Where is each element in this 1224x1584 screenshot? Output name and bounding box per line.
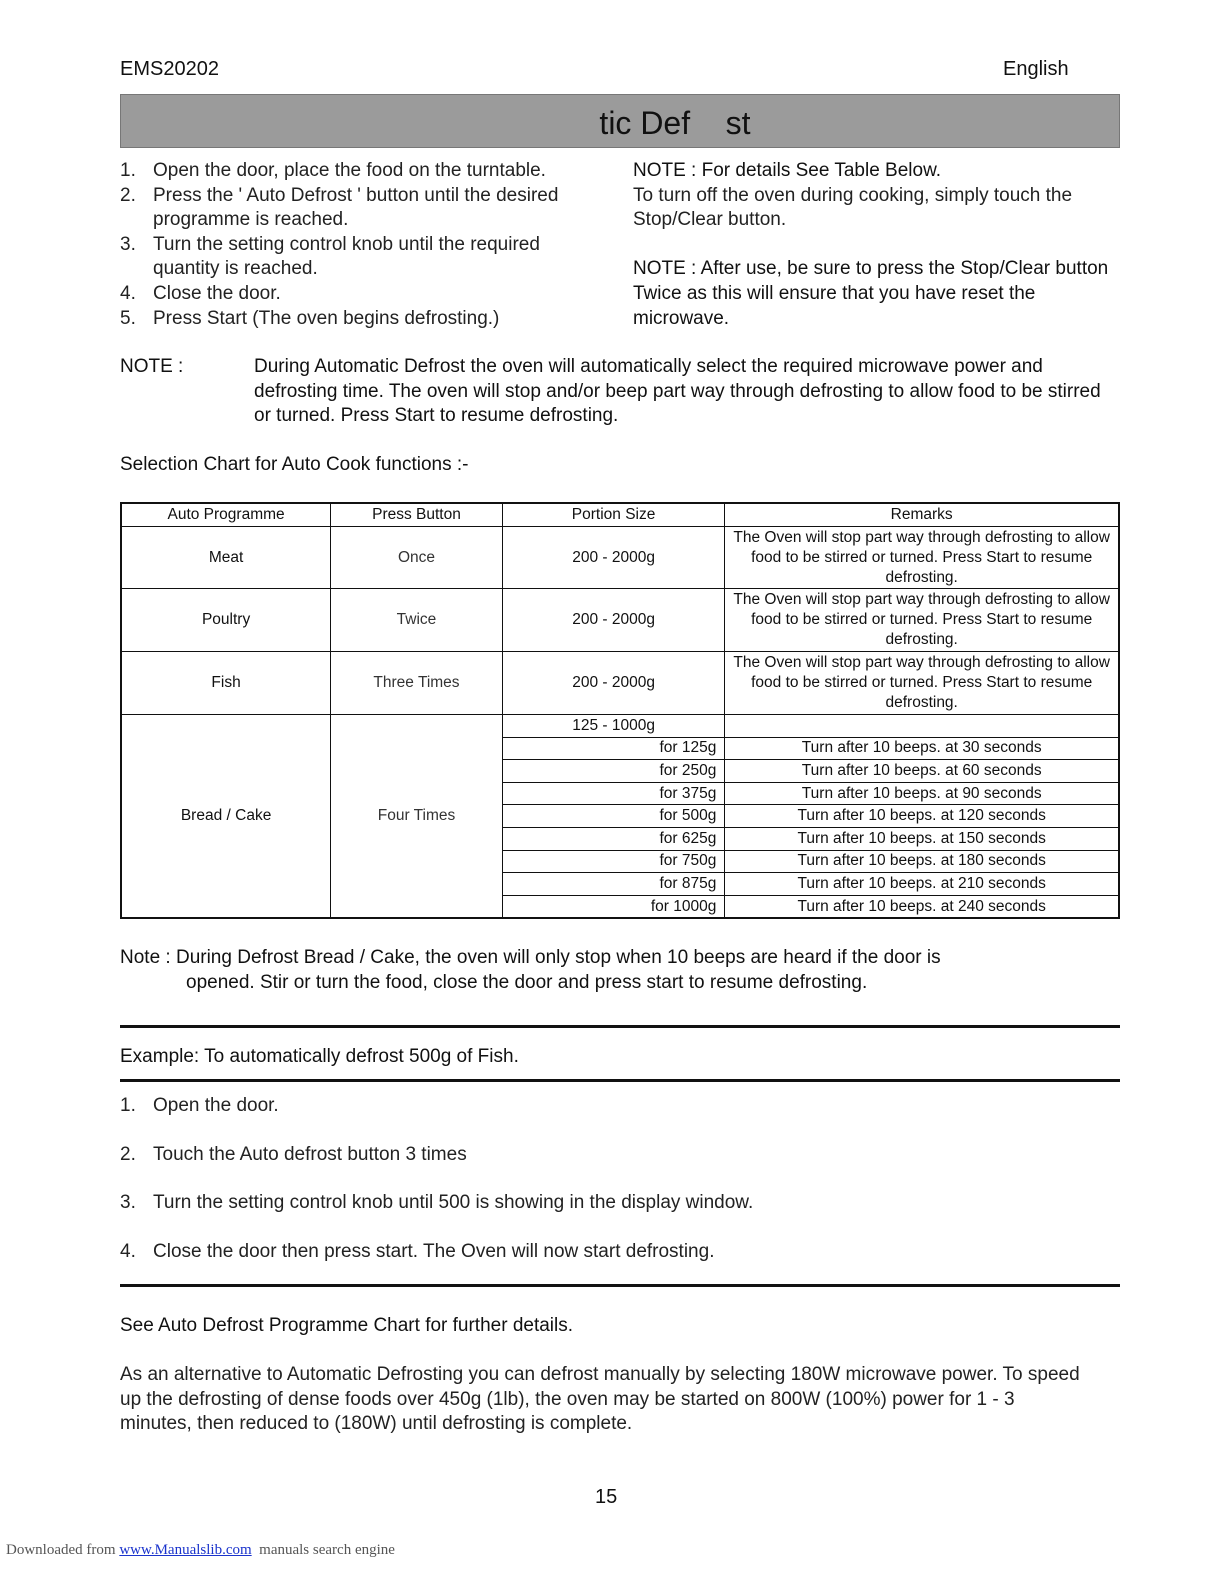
footer-prefix: Downloaded from <box>6 1542 120 1558</box>
model-number: EMS20202 <box>120 58 219 80</box>
column-header: Portion Size <box>502 503 725 527</box>
right-notes <box>633 159 1121 331</box>
list-item: 1. Open the door, place the food on the turntable. <box>120 160 546 181</box>
press-cell: Once <box>331 527 503 589</box>
download-footer <box>6 1542 395 1559</box>
portion-cell: for 875g <box>502 873 725 896</box>
press-cell: Three Times <box>331 652 503 715</box>
portion-cell: for 250g <box>502 760 725 783</box>
remarks-cell: Turn after 10 beeps. at 150 seconds <box>725 827 1119 850</box>
example-title: Example: To automatically defrost 500g of Fish. <box>120 1046 519 1067</box>
section-title: tic Def st <box>599 105 751 141</box>
divider <box>120 1025 1120 1028</box>
column-header: Auto Programme <box>121 503 331 527</box>
manualslib-link[interactable]: www.Manualslib.com <box>119 1542 252 1558</box>
programme-cell: Poultry <box>121 589 331 652</box>
portion-cell: for 375g <box>502 782 725 805</box>
portion-cell: 125 - 1000g <box>502 715 725 738</box>
list-item: 5. Press Start (The oven begins defrosting.) <box>120 307 500 329</box>
divider <box>120 1079 1120 1082</box>
list-item: 3. Turn the setting control knob until the required quantity is reached. <box>120 233 540 280</box>
bread-note-line1: Note : During Defrost Bread / Cake, the oven will only stop when 10 beeps are heard if the door is <box>120 947 941 968</box>
remarks-cell: Turn after 10 beeps. at 60 seconds <box>725 760 1119 783</box>
left-steps <box>120 159 590 331</box>
language-label: English <box>1003 58 1069 80</box>
portion-cell: 200 - 2000g <box>502 527 725 589</box>
remarks-cell <box>725 715 1119 738</box>
list-item: 4. Close the door then press start. The Oven will now start defrosting. <box>120 1240 715 1262</box>
list-item: 1. Open the door. <box>120 1095 279 1116</box>
table-row <box>121 589 1119 652</box>
bread-note-line2: opened. Stir or turn the food, close the door and press start to resume defrosting. <box>186 972 868 993</box>
note-text: During Automatic Defrost the oven will automatically select the required microwave power and defrosting time. The oven will stop and/or beep part way through defrosting to allow food to be stirred or turned. Press Start to resume defrosting. <box>254 356 1101 427</box>
list-item: 2. Press the ' Auto Defrost ' button until the desired programme is reached. <box>120 184 559 231</box>
alternative-paragraph: As an alternative to Automatic Defrosting you can defrost manually by selecting 180W microwave power. To speed up the defrosting of dense foods over 450g (1lb), the oven may be started on 800W (100%) power for 1 - 3 minutes, then reduced to (180W) until defrosting is complete. <box>120 1364 1080 1435</box>
remarks-cell: The Oven will stop part way through defrosting to allow food to be stirred or turned. Press Start to resume defrosting. <box>725 589 1119 652</box>
footer-suffix: manuals search engine <box>251 1542 395 1558</box>
note-reset: NOTE : After use, be sure to press the Stop/Clear button Twice as this will ensure that you have reset the microwave. <box>633 258 1109 329</box>
remarks-cell: The Oven will stop part way through defrosting to allow food to be stirred or turned. Press Start to resume defrosting. <box>725 652 1119 715</box>
press-cell: Four Times <box>331 715 503 919</box>
portion-cell: for 500g <box>502 805 725 828</box>
page-number: 15 <box>595 1486 618 1508</box>
auto-defrost-table <box>120 502 1120 919</box>
remarks-cell: Turn after 10 beeps. at 180 seconds <box>725 850 1119 873</box>
list-item: 4. Close the door. <box>120 282 281 304</box>
portion-cell: for 625g <box>502 827 725 850</box>
note-see-table: NOTE : For details See Table Below. <box>633 160 942 181</box>
programme-cell: Bread / Cake <box>121 715 331 919</box>
portion-cell: for 750g <box>502 850 725 873</box>
programme-cell: Meat <box>121 527 331 589</box>
note-label: NOTE : <box>120 356 184 377</box>
see-chart-note: See Auto Defrost Programme Chart for further details. <box>120 1315 574 1336</box>
example-steps <box>120 1094 1020 1264</box>
press-cell: Twice <box>331 589 503 652</box>
table-row <box>121 527 1119 589</box>
portion-cell: for 125g <box>502 737 725 760</box>
portion-cell: 200 - 2000g <box>502 589 725 652</box>
selection-chart-title: Selection Chart for Auto Cook functions :- <box>120 454 469 475</box>
table-header-row <box>121 503 1119 527</box>
column-header: Remarks <box>725 503 1119 527</box>
list-item: 2. Touch the Auto defrost button 3 times <box>120 1143 467 1165</box>
stop-instruction: To turn off the oven during cooking, simply touch the Stop/Clear button. <box>633 184 1073 231</box>
table-row <box>121 652 1119 715</box>
programme-cell: Fish <box>121 652 331 715</box>
remarks-cell: Turn after 10 beeps. at 30 seconds <box>725 737 1119 760</box>
portion-cell: 200 - 2000g <box>502 652 725 715</box>
list-item: 3. Turn the setting control knob until 500 is showing in the display window. <box>120 1192 754 1214</box>
divider <box>120 1284 1120 1287</box>
remarks-cell: The Oven will stop part way through defrosting to allow food to be stirred or turned. Press Start to resume defrosting. <box>725 527 1119 589</box>
remarks-cell: Turn after 10 beeps. at 90 seconds <box>725 782 1119 805</box>
remarks-cell: Turn after 10 beeps. at 210 seconds <box>725 873 1119 896</box>
section-banner <box>120 94 1120 148</box>
table-row <box>121 715 1119 738</box>
remarks-cell: Turn after 10 beeps. at 120 seconds <box>725 805 1119 828</box>
column-header: Press Button <box>331 503 503 527</box>
portion-cell: for 1000g <box>502 895 725 918</box>
remarks-cell: Turn after 10 beeps. at 240 seconds <box>725 895 1119 918</box>
